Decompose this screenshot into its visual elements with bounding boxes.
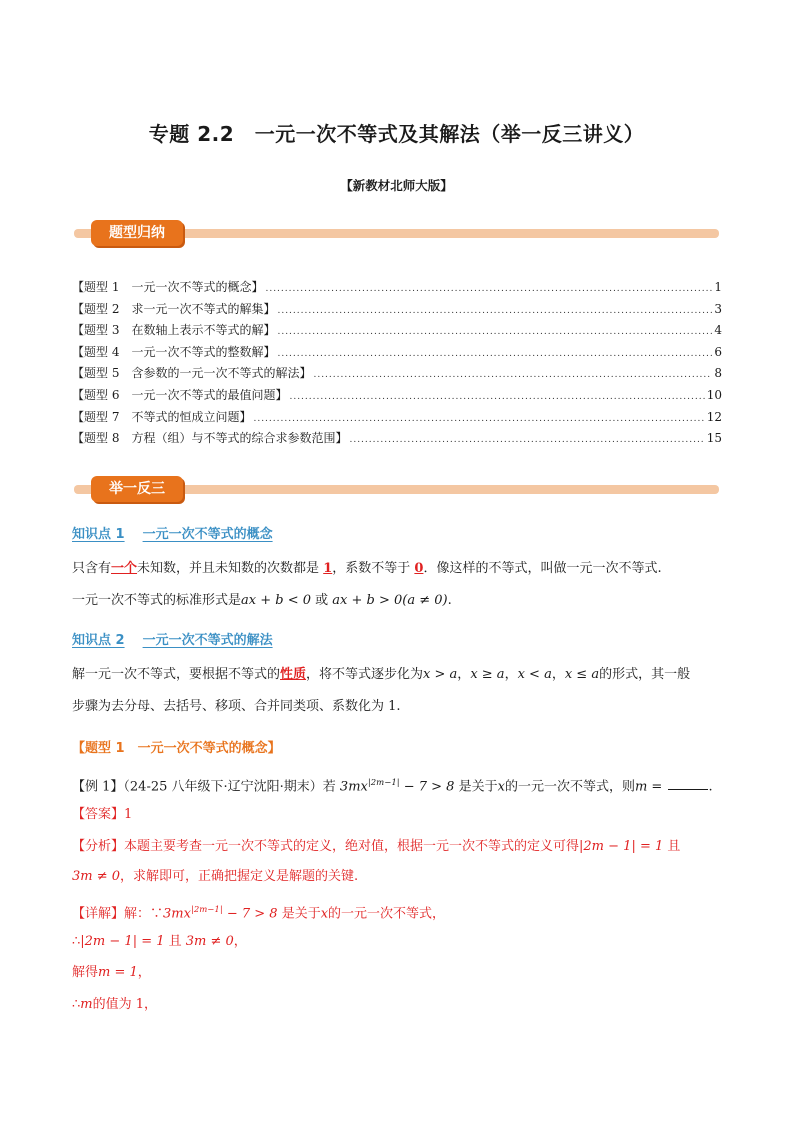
toc-leader xyxy=(277,323,712,337)
text: 是关于 xyxy=(454,779,498,795)
toc-item-name: 在数轴上表示不等式的解】 xyxy=(131,323,276,338)
toc-item-number: 【题型 3 xyxy=(72,323,120,338)
toc-leader xyxy=(265,280,712,294)
kp2-line-1 xyxy=(72,665,722,685)
toc-item-page: 1 xyxy=(714,280,722,294)
text: 的一元一次不等式，则 xyxy=(504,779,635,795)
emphasis: 1 xyxy=(323,561,333,576)
kp-number: 知识点 2 xyxy=(72,633,125,648)
kp1-line-1 xyxy=(72,559,722,579)
text: 解：∵ xyxy=(124,906,164,922)
text: 本题主要考查一元一次不等式的定义，绝对值，根据一元一次不等式的定义可得 xyxy=(124,839,580,854)
text: ∴ xyxy=(72,934,81,949)
toc-item-page: 12 xyxy=(706,409,722,424)
answer-value: 1 xyxy=(124,807,133,822)
text: （24-25 八年级下·辽宁沈阳·期末）若 xyxy=(123,779,340,795)
toc-leader xyxy=(253,410,704,424)
formula: 3m ≠ 0 xyxy=(72,869,121,884)
formula-exponent: |2m−1| xyxy=(190,905,223,915)
text: 的值为 1， xyxy=(92,997,158,1012)
formula: 3mx xyxy=(163,906,191,922)
text: 且 xyxy=(164,934,186,949)
practice-banner-label: 举一反三 xyxy=(91,476,183,502)
toc-item-name: 含参数的一元一次不等式的解法】 xyxy=(131,366,312,381)
toc-item-name: 一元一次不等式的最值问题】 xyxy=(131,387,288,402)
text: 解得 xyxy=(72,965,99,980)
detail-line-1 xyxy=(72,900,722,924)
toc-item-name: 一元一次不等式的概念】 xyxy=(131,280,264,294)
toc-item-number: 【题型 6 xyxy=(72,387,120,402)
formula-exponent: |2m−1| xyxy=(367,778,400,788)
kp1-line-2 xyxy=(72,591,722,611)
toc-item-name: 方程（组）与不等式的综合求参数范围】 xyxy=(131,431,348,446)
text: 一元一次不等式的标准形式是 xyxy=(72,593,242,608)
formula: x ≥ a xyxy=(470,667,505,682)
toc-leader xyxy=(277,302,712,316)
formula: 3m ≠ 0 xyxy=(185,934,234,949)
formula: ax + b < 0 xyxy=(241,593,312,608)
text: . xyxy=(447,593,452,608)
detail-line-3 xyxy=(72,963,722,983)
kp2-line-2: 步骤为去分母、去括号、移项、合并同类项、系数化为 1. xyxy=(72,699,401,714)
formula: − 7 > 8 xyxy=(399,779,455,795)
detail-line-2 xyxy=(72,932,722,952)
text: ，求解即可，正确把握定义是解题的关键. xyxy=(120,869,359,884)
text: ， xyxy=(551,667,565,682)
toc-item-number: 【题型 8 xyxy=(72,431,120,446)
practice-banner xyxy=(74,476,719,502)
formula: m = xyxy=(634,779,667,795)
text: ，系数不等于 xyxy=(332,561,411,576)
toc-leader xyxy=(313,366,712,380)
analysis-label: 【分析】 xyxy=(72,839,125,854)
knowledge-point-2-title xyxy=(72,629,273,648)
text: 且 xyxy=(663,839,681,854)
toc-item[interactable] xyxy=(72,343,722,365)
kp-name: 一元一次不等式的解法 xyxy=(142,633,273,648)
toc-item[interactable] xyxy=(72,278,722,300)
analysis-line-2 xyxy=(72,867,722,887)
toc-item[interactable] xyxy=(72,321,722,343)
toc-item[interactable] xyxy=(72,429,722,451)
formula: |2m − 1| = 1 xyxy=(80,934,165,949)
text: 的形式，其一般 xyxy=(599,667,691,682)
formula: m xyxy=(80,997,93,1012)
toc-banner-label: 题型归纳 xyxy=(91,220,183,246)
answer-blank[interactable] xyxy=(668,777,708,790)
kp-number: 知识点 1 xyxy=(72,527,125,542)
question-type-1-title: 【题型 1 一元一次不等式的概念】 xyxy=(72,741,281,756)
answer-line xyxy=(72,805,722,825)
toc-leader xyxy=(349,431,704,445)
text: 未知数，并且未知数的次数都是 xyxy=(137,561,320,576)
emphasis: 一个 xyxy=(111,561,138,576)
text: 的一元一次不等式， xyxy=(328,906,446,922)
detail-line-4 xyxy=(72,995,722,1015)
toc-banner xyxy=(74,220,719,246)
toc-item-page: 4 xyxy=(714,323,722,338)
toc-item-name: 不等式的恒成立问题】 xyxy=(131,409,252,424)
toc-item-page: 3 xyxy=(714,301,722,316)
toc-item-name: 求一元一次不等式的解集】 xyxy=(131,301,276,316)
detail-label: 【详解】 xyxy=(72,906,125,922)
toc-item-page: 10 xyxy=(706,387,722,402)
text: 是关于 xyxy=(277,906,321,922)
toc-item-page: 15 xyxy=(706,431,722,446)
toc-leader xyxy=(289,388,704,402)
toc-item-number: 【题型 5 xyxy=(72,366,120,381)
formula: |2m − 1| = 1 xyxy=(579,839,664,854)
analysis-line-1 xyxy=(72,837,722,857)
formula: ax + b > 0(a ≠ 0) xyxy=(332,593,448,608)
page-subtitle: 【新教材北师大版】 xyxy=(340,178,453,193)
toc-item-number: 【题型 7 xyxy=(72,409,120,424)
table-of-contents xyxy=(72,278,722,451)
emphasis: 0 xyxy=(414,561,424,576)
formula: 3mx xyxy=(339,779,368,795)
text: ， xyxy=(233,934,247,949)
text: 或 xyxy=(311,593,333,608)
text: . xyxy=(708,779,713,795)
toc-item-number: 【题型 4 xyxy=(72,344,120,359)
toc-item-page: 6 xyxy=(714,344,722,359)
text: ，将不等式逐步化为 xyxy=(306,667,424,682)
toc-item-page: 8 xyxy=(714,366,722,381)
text: ．像这样的不等式，叫做一元一次不等式. xyxy=(423,561,662,576)
formula: m = 1 xyxy=(98,965,138,980)
example-label: 【例 1】 xyxy=(72,779,124,795)
emphasis: 性质 xyxy=(280,667,307,682)
text: ∴ xyxy=(72,997,81,1012)
formula: − 7 > 8 xyxy=(222,906,278,922)
formula: x ≤ a xyxy=(564,667,600,682)
knowledge-point-1-title xyxy=(72,523,273,542)
formula: x > a xyxy=(423,667,458,682)
text: ， xyxy=(457,667,471,682)
toc-item[interactable] xyxy=(72,364,722,386)
formula: x < a xyxy=(517,667,552,682)
text: 只含有 xyxy=(72,561,112,576)
toc-item[interactable] xyxy=(72,408,722,430)
kp-name: 一元一次不等式的概念 xyxy=(142,527,273,542)
formula: x xyxy=(497,779,505,795)
page-title: 专题 2.2 一元一次不等式及其解法（举一反三讲义） xyxy=(148,122,645,146)
toc-item-number: 【题型 1 xyxy=(72,280,120,294)
text: ， xyxy=(504,667,518,682)
toc-leader xyxy=(277,345,712,359)
answer-label: 【答案】 xyxy=(72,807,125,822)
text: 解一元一次不等式，要根据不等式的 xyxy=(72,667,281,682)
toc-item-number: 【题型 2 xyxy=(72,301,120,316)
formula: x xyxy=(320,906,329,922)
toc-item-name: 一元一次不等式的整数解】 xyxy=(131,344,276,359)
example-1 xyxy=(72,773,722,797)
toc-item[interactable] xyxy=(72,386,722,408)
toc-item[interactable] xyxy=(72,300,722,322)
text: ， xyxy=(137,965,151,980)
